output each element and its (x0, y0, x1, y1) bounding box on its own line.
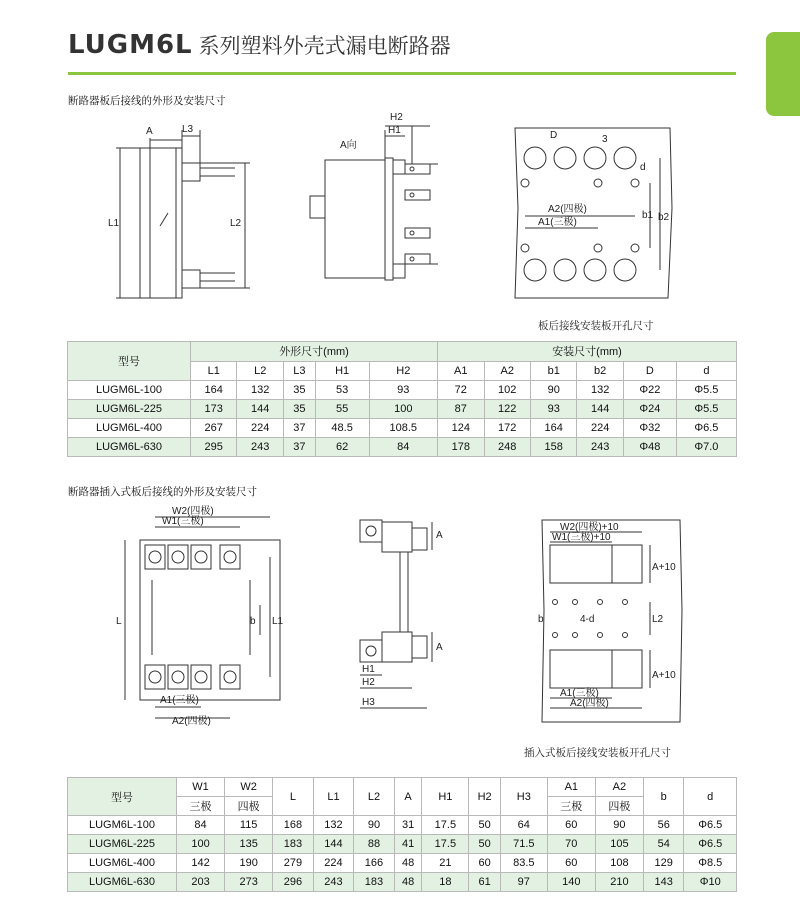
table-cell: 248 (484, 438, 530, 457)
table1-col: D (623, 361, 676, 381)
table-cell: 53 (315, 381, 369, 400)
table-cell: 124 (438, 419, 484, 438)
table-cell: LUGM6L-100 (68, 381, 191, 400)
dim-label-A: A (146, 126, 153, 137)
spec-table-2 (67, 777, 737, 892)
table-cell: Φ5.5 (676, 400, 736, 419)
table1-col: d (676, 361, 736, 381)
table-cell: 17.5 (422, 835, 469, 854)
table1-group-outline: 外形尺寸(mm) (191, 342, 438, 362)
table-row (68, 816, 737, 835)
dim-label-b1: b1 (642, 210, 654, 221)
table-cell: LUGM6L-225 (68, 835, 177, 854)
table-cell: Φ24 (623, 400, 676, 419)
table-cell: 172 (484, 419, 530, 438)
table-cell: 166 (354, 854, 395, 873)
table1-col: b1 (530, 361, 576, 381)
table-cell: Φ5.5 (676, 381, 736, 400)
table-cell: 243 (313, 873, 354, 892)
table-cell: 164 (530, 419, 576, 438)
dim-label-A-view: A向 (340, 140, 357, 151)
table2-col: L1 (313, 778, 354, 816)
table1-col: A2 (484, 361, 530, 381)
table2-col: A2 (595, 778, 643, 797)
table-cell: Φ10 (684, 873, 737, 892)
table-row (68, 419, 737, 438)
table2-col: W1 (177, 778, 225, 797)
table-cell: Φ6.5 (676, 419, 736, 438)
section1-drawings (60, 108, 750, 323)
table-cell: 56 (643, 816, 684, 835)
table-cell: 37 (283, 419, 315, 438)
table-cell: 35 (283, 400, 315, 419)
table-cell: 84 (177, 816, 225, 835)
table-cell: 183 (354, 873, 395, 892)
dim-label-H3: H3 (362, 697, 375, 708)
table-cell: 144 (313, 835, 354, 854)
dim-label-W1p: W1(三极)+10 (552, 532, 611, 543)
table-cell: 21 (422, 854, 469, 873)
table-cell: 108.5 (369, 419, 437, 438)
dim-label-H2: H2 (362, 677, 375, 688)
table-cell: 83.5 (500, 854, 547, 873)
dim-label-L2: L2 (230, 218, 242, 229)
table-cell: 164 (191, 381, 237, 400)
table-cell: LUGM6L-630 (68, 873, 177, 892)
table2-col: A (394, 778, 422, 816)
table-cell: LUGM6L-400 (68, 854, 177, 873)
table-cell: Φ32 (623, 419, 676, 438)
dim-label-H1: H1 (388, 125, 401, 136)
page-title (68, 30, 451, 60)
table-cell: Φ6.5 (684, 835, 737, 854)
table-cell: Φ6.5 (684, 816, 737, 835)
table-cell: 37 (283, 438, 315, 457)
table2-col: H1 (422, 778, 469, 816)
table-cell: Φ22 (623, 381, 676, 400)
table-cell: 102 (484, 381, 530, 400)
table-cell: 143 (643, 873, 684, 892)
dim-label-A1: A1(三极) (160, 695, 199, 706)
table-cell: 132 (313, 816, 354, 835)
table2-subheader: 三极 (177, 797, 225, 816)
table-cell: 48.5 (315, 419, 369, 438)
section1-caption: 板后接线安装板开孔尺寸 (538, 320, 654, 332)
dim-label-L1: L1 (272, 616, 284, 627)
table-cell: 144 (237, 400, 283, 419)
dim-label-L2: L2 (652, 614, 664, 625)
table-cell: 93 (369, 381, 437, 400)
table2-col: d (684, 778, 737, 816)
table-cell: 243 (237, 438, 283, 457)
dim-label-A10-top: A+10 (652, 562, 676, 573)
table-cell: 60 (547, 854, 595, 873)
spec-table-1 (67, 341, 737, 457)
table-cell: 105 (595, 835, 643, 854)
table-cell: 61 (469, 873, 501, 892)
table2-col: A1 (547, 778, 595, 797)
table-cell: 144 (577, 400, 623, 419)
section2-drawings (60, 500, 750, 735)
table-cell: 18 (422, 873, 469, 892)
plugin-front-view (125, 517, 280, 718)
dim-label-H2: H2 (390, 112, 403, 123)
table-row (68, 835, 737, 854)
table-cell: 93 (530, 400, 576, 419)
table-cell: 224 (237, 419, 283, 438)
title-model: LUGM6L (68, 30, 193, 60)
table-cell: 267 (191, 419, 237, 438)
table-cell: LUGM6L-100 (68, 816, 177, 835)
dim-label-A1-cut: A1(三极) (560, 688, 599, 699)
table2-subheader: 四极 (225, 797, 273, 816)
table-cell: 224 (577, 419, 623, 438)
dim-label-A2-cut: A2(四极) (570, 698, 609, 709)
table-cell: 135 (225, 835, 273, 854)
table-cell: 168 (273, 816, 314, 835)
table-cell: 100 (177, 835, 225, 854)
dim-label-L3: L3 (182, 124, 194, 135)
table-cell: 60 (469, 854, 501, 873)
table-cell: 122 (484, 400, 530, 419)
table-cell: 243 (577, 438, 623, 457)
table-cell: 108 (595, 854, 643, 873)
table-cell: 203 (177, 873, 225, 892)
breaker-side-view (310, 126, 438, 280)
table-cell: 279 (273, 854, 314, 873)
dim-label-A10-bottom: A+10 (652, 670, 676, 681)
table-cell: 60 (547, 816, 595, 835)
table-cell: 210 (595, 873, 643, 892)
table-cell: 296 (273, 873, 314, 892)
table1-group-install: 安装尺寸(mm) (438, 342, 737, 362)
title-rule (68, 72, 736, 75)
table2-subheader: 四极 (595, 797, 643, 816)
table1-col: L3 (283, 361, 315, 381)
dim-label-W2: W2(四极) (172, 506, 214, 517)
table-cell: 224 (313, 854, 354, 873)
table-cell: 90 (595, 816, 643, 835)
table-cell: 178 (438, 438, 484, 457)
table-cell: 35 (283, 381, 315, 400)
dim-label-b2: b2 (658, 212, 670, 223)
dim-label-W2p: W2(四极)+10 (560, 522, 619, 533)
table-row (68, 854, 737, 873)
breaker-front-view (116, 130, 250, 298)
table-cell: 54 (643, 835, 684, 854)
side-tab (766, 32, 800, 116)
table-cell: 62 (315, 438, 369, 457)
table-cell: 129 (643, 854, 684, 873)
dim-label-4d: 4-d (580, 614, 595, 625)
table2-col: H3 (500, 778, 547, 816)
title-text: 系列塑料外壳式漏电断路器 (198, 34, 451, 58)
table-cell: LUGM6L-400 (68, 419, 191, 438)
table-cell: 87 (438, 400, 484, 419)
table-cell: LUGM6L-225 (68, 400, 191, 419)
table1-col: H2 (369, 361, 437, 381)
table2-subheader: 三极 (547, 797, 595, 816)
table1-col: L1 (191, 361, 237, 381)
table-cell: 72 (438, 381, 484, 400)
table-cell: 295 (191, 438, 237, 457)
table-cell: 48 (394, 873, 422, 892)
table-cell: Φ48 (623, 438, 676, 457)
dim-label-D: D (550, 130, 558, 141)
dim-label-b: b (250, 616, 256, 627)
section1-title: 断路器板后接线的外形及安装尺寸 (68, 95, 226, 107)
table2-col: b (643, 778, 684, 816)
dim-label-b2: b (538, 614, 544, 625)
table-cell: 115 (225, 816, 273, 835)
table-cell: 84 (369, 438, 437, 457)
table-cell: 183 (273, 835, 314, 854)
table-cell: 90 (354, 816, 395, 835)
table-cell: 132 (577, 381, 623, 400)
table-cell: 273 (225, 873, 273, 892)
table-cell: 142 (177, 854, 225, 873)
table2-col: L (273, 778, 314, 816)
dim-label-A-bottom: A (436, 642, 443, 653)
dim-label-L: L (116, 616, 122, 627)
table-cell: 50 (469, 835, 501, 854)
table-cell: 41 (394, 835, 422, 854)
dim-label-3: 3 (602, 134, 608, 145)
section2-title: 断路器插入式板后接线的外形及安装尺寸 (68, 486, 257, 498)
dim-label-L1: L1 (108, 218, 120, 229)
table-cell: 88 (354, 835, 395, 854)
table-cell: 71.5 (500, 835, 547, 854)
table2-model-header: 型号 (68, 778, 177, 816)
table-cell: Φ7.0 (676, 438, 736, 457)
table-cell: 48 (394, 854, 422, 873)
table-cell: 100 (369, 400, 437, 419)
dim-label-A-top: A (436, 530, 443, 541)
table-cell: 55 (315, 400, 369, 419)
table-cell: 31 (394, 816, 422, 835)
table-cell: 17.5 (422, 816, 469, 835)
table-cell: 190 (225, 854, 273, 873)
table1-col: L2 (237, 361, 283, 381)
dim-label-W1: W1(三极) (162, 516, 204, 527)
section2-caption: 插入式板后接线安装板开孔尺寸 (524, 747, 671, 759)
table-cell: LUGM6L-630 (68, 438, 191, 457)
dim-label-d: d (640, 162, 646, 173)
table-row (68, 400, 737, 419)
table-cell: 132 (237, 381, 283, 400)
table1-col: b2 (577, 361, 623, 381)
table-cell: Φ8.5 (684, 854, 737, 873)
table-row (68, 438, 737, 457)
table1-col: H1 (315, 361, 369, 381)
dim-label-A1: A1(三极) (538, 217, 577, 228)
table-cell: 173 (191, 400, 237, 419)
table1-model-header: 型号 (68, 342, 191, 381)
table-row (68, 873, 737, 892)
table-row (68, 381, 737, 400)
table-cell: 50 (469, 816, 501, 835)
dim-label-A2: A2(四极) (172, 716, 211, 727)
dim-label-A2: A2(四极) (548, 204, 587, 215)
table-cell: 90 (530, 381, 576, 400)
table-cell: 64 (500, 816, 547, 835)
table-cell: 97 (500, 873, 547, 892)
table-cell: 158 (530, 438, 576, 457)
table-cell: 140 (547, 873, 595, 892)
table-cell: 70 (547, 835, 595, 854)
table2-col: H2 (469, 778, 501, 816)
table2-col: W2 (225, 778, 273, 797)
table2-col: L2 (354, 778, 395, 816)
dim-label-H1: H1 (362, 664, 375, 675)
table1-col: A1 (438, 361, 484, 381)
